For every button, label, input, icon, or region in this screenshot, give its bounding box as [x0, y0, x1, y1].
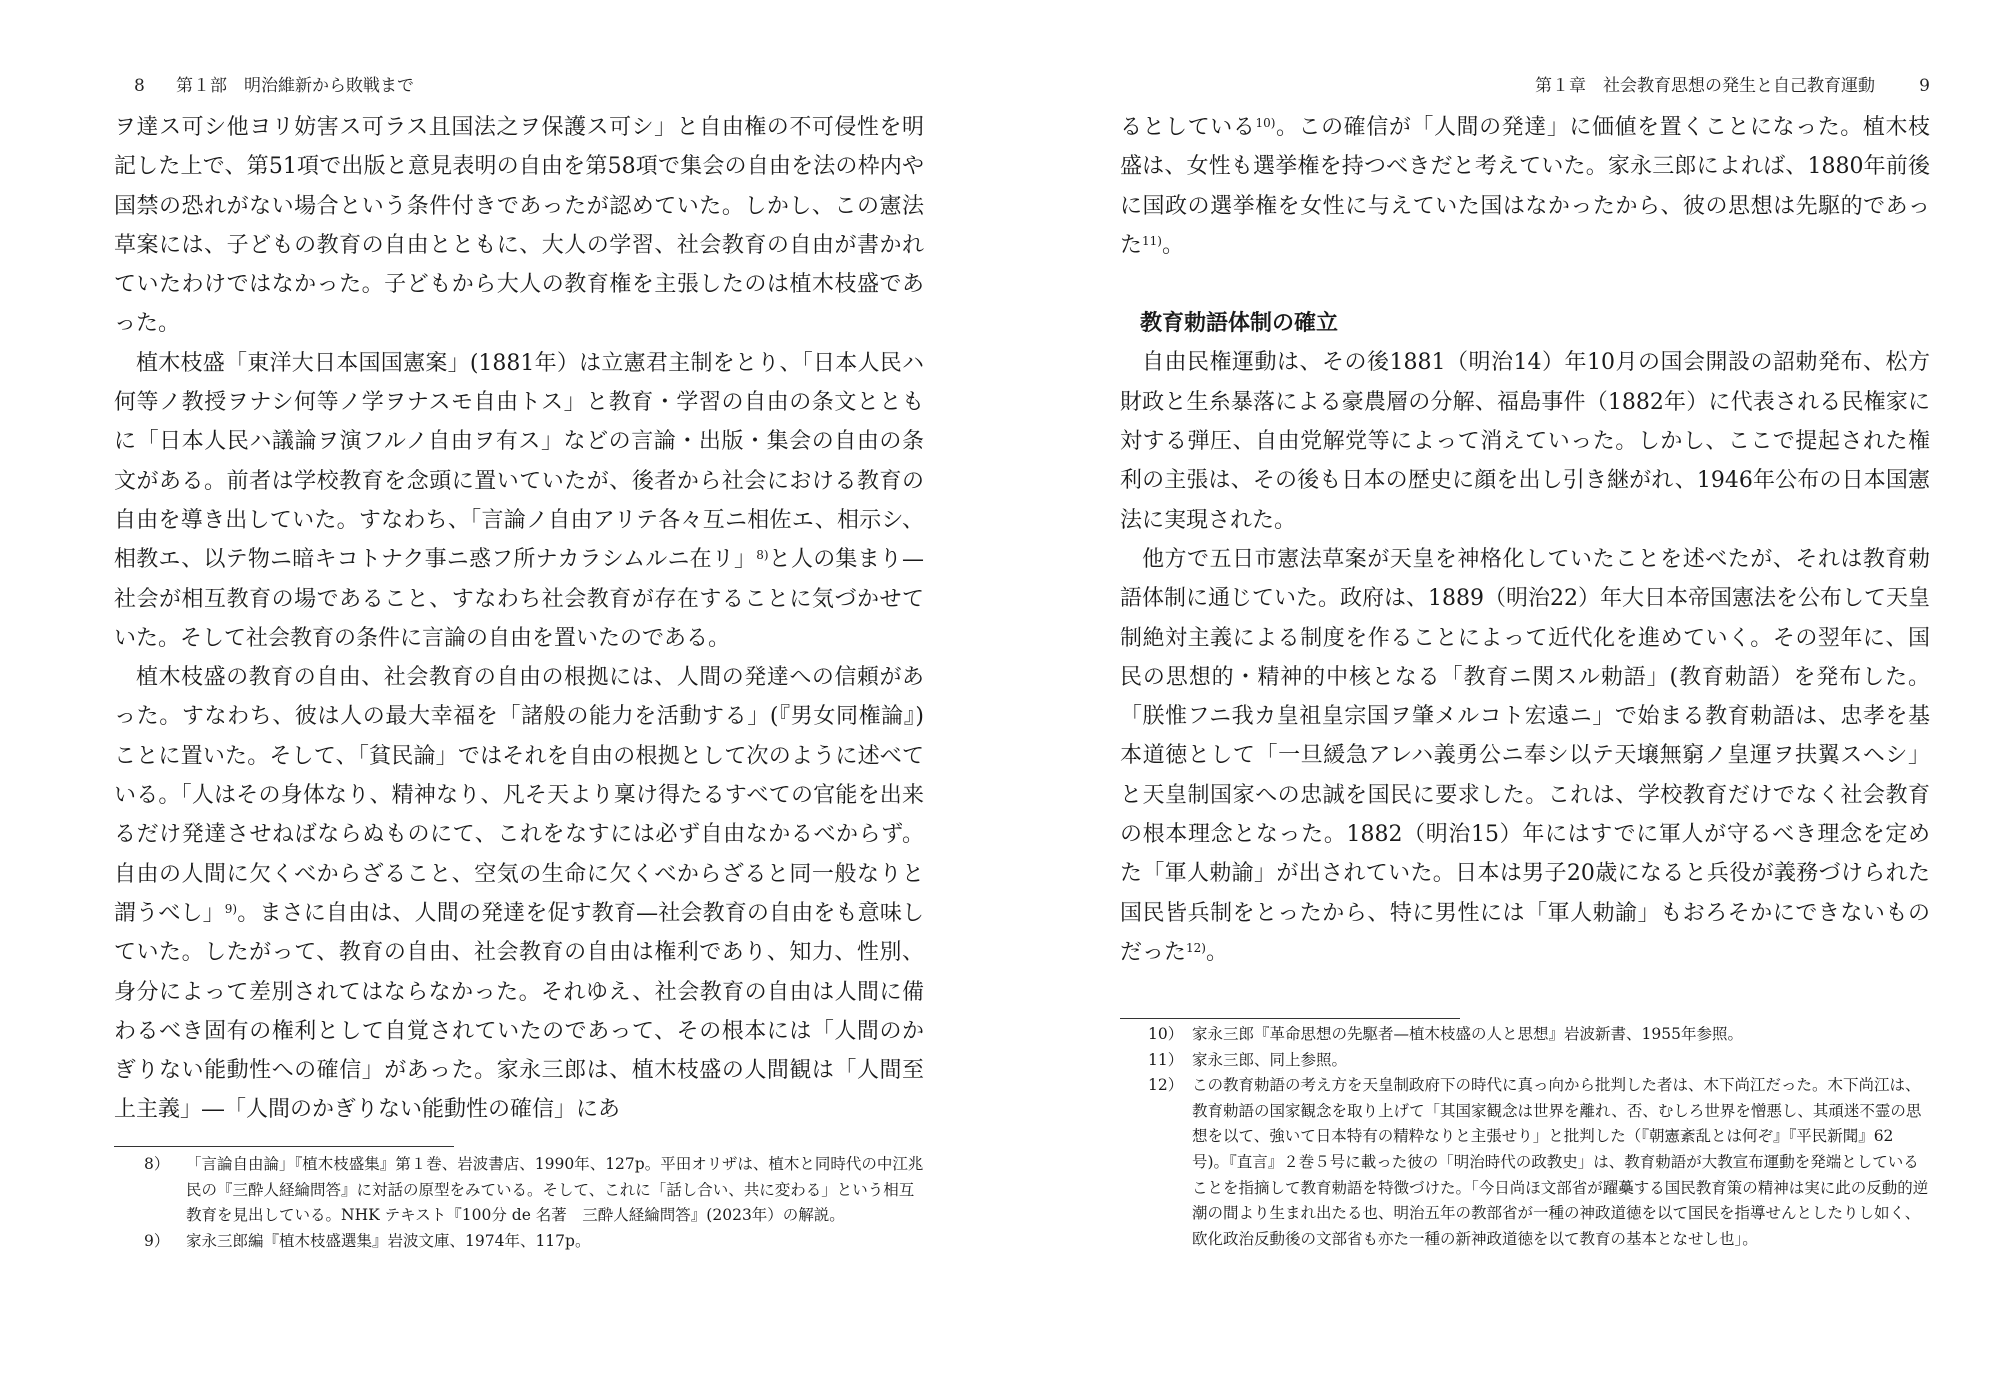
footnote-ref-10[interactable]: 10) [1255, 116, 1276, 130]
left-paragraph-1: ヲ達ス可シ他ヨリ妨害ス可ラス且国法之ヲ保護ス可シ」と自由権の不可侵性を明記した上で、第51項で出版と意見表明の自由を第58項で集会の自由を法の枠内や国禁の恐れがない場合という条件付きであったが認めていた。しかし、この憲法草案には、子どもの教育の自由とともに、大人の学習、社会教育の自由が書かれていたわけではなかった。子どもから大人の教育権を主張したのは植木枝盛であった。 [114, 115, 924, 337]
right-footnotes [1120, 1022, 1930, 1252]
right-paragraph-2-end: 。 [1205, 939, 1228, 965]
footnote-11-text: 家永三郎、同上参照。 [1192, 1050, 1348, 1069]
footnote-12-number: 12） [1148, 1076, 1184, 1095]
left-footnote-rule [114, 1146, 454, 1147]
right-page-number: 9 [1919, 76, 1930, 96]
footnote-ref-11[interactable]: 11) [1142, 233, 1162, 248]
footnote-10-number: 10） [1148, 1025, 1184, 1043]
footnote-12 [1120, 1073, 1930, 1252]
left-paragraph-2-text: 植木枝盛「東洋大日本国国憲案」(1881年）は立憲君主制をとり、「日本人民ハ何等ノ教授ヲナシ何等ノ学ヲナスモ自由トス」と教育・学習の自由の条文とともに「日本人民ハ議論ヲ演フルノ自由ヲ有ス」などの言論・出版・集会の自由の条文がある。前者は学校教育を念頭に置いていたが、後者から社会における教育の自由を導き出していた。すなわち、「言論ノ自由アリテ各々互ニ相佐エ、相示シ、相教エ、以テ物ニ暗キコトナク事ニ惑フ所ナカラシムルニ在リ」 [114, 350, 924, 573]
left-paragraph-3-tail: 。まさに自由は、人間の発達を促す教育—社会教育の自由をも意味していた。したがって、教育の自由、社会教育の自由は権利であり、知力、性別、身分によって差別されてはならなかった。それゆえ、社会教育の自由は人間に備わるべき固有の権利として自覚されていたのであって、その根本には「人間のかぎりない能動性への確信」があった。家永三郎は、植木枝盛の人間観は「人間至上主義」―「人間のかぎりない能動性の確信」にあ [114, 900, 924, 1123]
footnote-11 [1120, 1048, 1930, 1074]
right-paragraph-1: 自由民権運動は、その後1881（明治14）年10月の国会開設の詔勅発布、松方財政と生糸暴落による豪農層の分解、福島事件（1882年）に代表される民権家に対する弾圧、自由党解党等によって消えていった。しかし、ここで提起された権利の主張は、その後も日本の歴史に顔を出し引き継がれ、1946年公布の日本国憲法に実現された。 [1120, 350, 1930, 533]
left-paragraph-3-text: 植木枝盛の教育の自由、社会教育の自由の根拠には、人間の発達への信頼があった。すなわち、彼は人の最大幸福を「諸般の能力を活動する」(『男女同権論』) ことに置いた。そして、「貧民論」ではそれを自由の根拠として次のように述べている。「人はその身体なり、精神なり、凡そ天より稟け得たるすべての官能を出来るだけ発達させねばならぬものにて、これをなすには必ず自由なかるべからず。自由の人間に欠くべからざること、空気の生命に欠くべからざると同一般なりと謂うべし」 [114, 665, 924, 926]
footnote-ref-8[interactable]: 8) [756, 548, 769, 563]
right-running-head [1120, 74, 1930, 98]
left-page-number: 8 [134, 76, 145, 96]
footnote-9 [114, 1229, 924, 1255]
footnote-8-number: 8） [144, 1155, 170, 1173]
left-paragraph-3 [114, 658, 924, 1130]
left-page [114, 0, 924, 1390]
footnote-ref-9[interactable]: 9) [224, 901, 238, 916]
footnote-12-text: この教育勅語の考え方を天皇制政府下の時代に真っ向から批判した者は、木下尚江だった。木下尚江は、教育勅語の国家観念を取り上げて「其国家観念は世界を離れ、否、むしろ世界を憎悪し、其頑迷不霊の思想を以て、強いて日本特有の精粋なりと主張せり」と批判した（『朝憲紊乱とは何ぞ』『平民新聞』62号)。『直言』２巻５号に載った彼の「明治時代の政教史」は、教育勅語が大教宣布運動を発端としていることを指摘して教育勅語を特徴づけた。「今日尚ほ文部省が躍蘽する国民教育策の精神は実に此の反動的逆潮の間より生まれ出たる也、明治五年の教部省が一種の神政道徳を以て国民を指導せんとしたりし如く、欧化政治反動後の文部省も亦た一種の新神政道徳を以て教育の基本となせし也」。 [1192, 1076, 1929, 1248]
right-paragraph-2 [1120, 540, 1930, 972]
left-paragraph-2-tail: と人の集まり—社会が相互教育の場であること、すなわち社会教育が存在することに気づかせていた。そして社会教育の条件に言論の自由を置いたのである。 [114, 547, 924, 651]
right-running-title: 第１章 社会教育思想の発生と自己教育運動 [1535, 76, 1875, 96]
left-body-text [114, 108, 924, 1130]
section-heading: 教育勅語体制の確立 [1140, 311, 1339, 337]
footnote-9-text: 家永三郎編『植木枝盛選集』岩波文庫、1974年、117p。 [186, 1231, 591, 1250]
right-paragraph-0-head: るとしている [1120, 115, 1256, 140]
right-footnote-rule [1120, 1018, 1460, 1019]
left-footnotes [114, 1152, 924, 1254]
right-body-text [1120, 108, 1930, 972]
footnote-ref-12[interactable]: 12) [1186, 940, 1206, 955]
right-page [1120, 0, 1930, 1390]
footnote-11-number: 11） [1148, 1050, 1184, 1069]
right-paragraph-0 [1120, 108, 1930, 265]
left-running-title: 第１部 明治維新から敗戦まで [176, 76, 414, 96]
footnote-10 [1120, 1022, 1930, 1048]
right-paragraph-0-end: 。 [1161, 232, 1184, 258]
footnote-8-text: 「言論自由論」『植木枝盛集』第１巻、岩波書店、1990年、127p。平田オリザは、植木と同時代の中江兆民の『三酔人経綸問答』に対話の原型をみている。そして、これに「話し合い、共に変わる」という相互教育を見出している。NHK テキスト『100分 de 名著 三酔人経綸問答』(2023年）の解説。 [186, 1155, 924, 1225]
footnote-10-text: 家永三郎『革命思想の先駆者—植木枝盛の人と思想』岩波新書、1955年参照。 [1192, 1025, 1743, 1043]
left-running-head [114, 74, 924, 98]
right-paragraph-2-text: 他方で五日市憲法草案が天皇を神格化していたことを述べたが、それは教育勅語体制に通じていた。政府は、1889（明治22）年大日本帝国憲法を公布して天皇制絶対主義による制度を作ることによって近代化を進めていく。その翌年に、国民の思想的・精神的中核となる「教育ニ関スル勅語」(教育勅語）を発布した。「朕惟フニ我カ皇祖皇宗国ヲ肇メルコト宏遠ニ」で始まる教育勅語は、忠孝を基本道徳として「一旦緩急アレハ義勇公ニ奉シ以テ天壌無窮ノ皇運ヲ扶翼スヘシ」と天皇制国家への忠誠を国民に要求した。これは、学校教育だけでなく社会教育の根本理念となった。1882（明治15）年にはすでに軍人が守るべき理念を定めた「軍人勅諭」が出されていた。日本は男子20歳になると兵役が義務づけられた国民皆兵制をとったから、特に男性には「軍人勅諭」もおろそかにできないものだった [1120, 546, 1930, 965]
footnote-8 [114, 1152, 924, 1229]
right-paragraph-0-mid: 。この確信が「人間の発達」に価値を置くことになった。植木枝盛は、女性も選挙権を持つべきだと考えていた。家永三郎によれば、1880年前後に国政の選挙権を女性に与えていた国はなかったから、彼の思想は先駆的であった [1120, 115, 1930, 258]
left-paragraph-2 [114, 344, 924, 658]
footnote-9-number: 9） [144, 1231, 170, 1250]
